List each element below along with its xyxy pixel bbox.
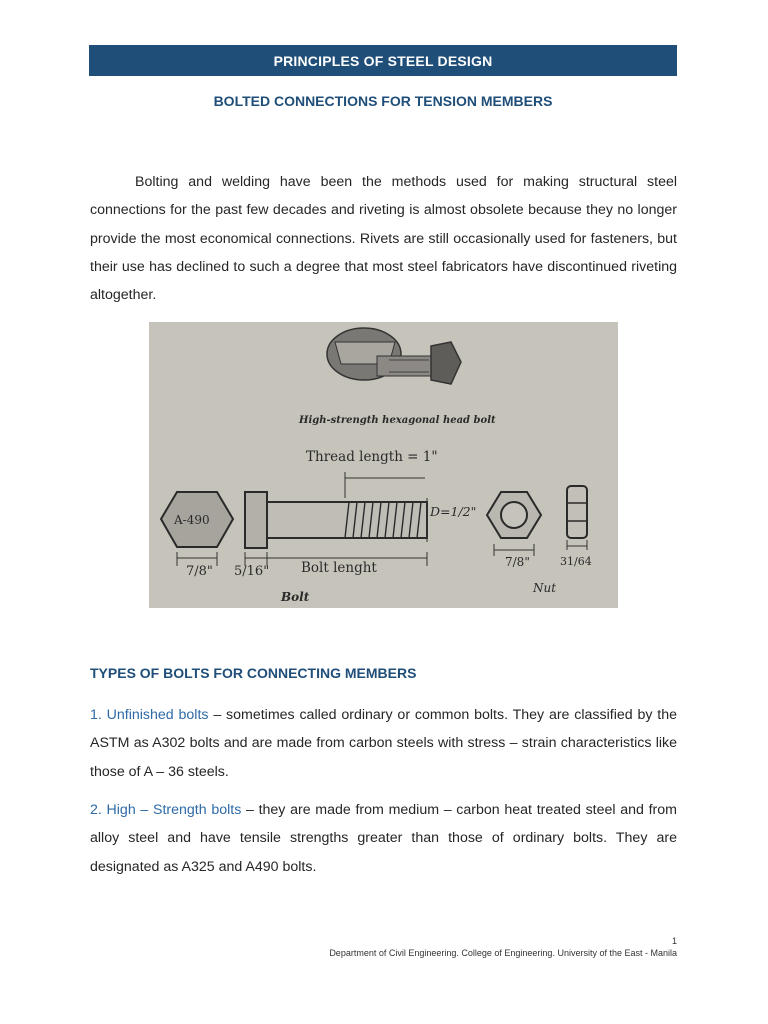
nut-side-view <box>567 486 587 538</box>
nut-thickness-label: 31/64 <box>560 555 592 568</box>
bolt-label: Bolt <box>281 590 310 604</box>
nut-label: Nut <box>533 581 557 595</box>
thread-length-label: Thread length = 1" <box>306 449 438 465</box>
intro-paragraph <box>90 168 677 309</box>
bolt-diagram-photo <box>149 322 618 608</box>
types-section-heading: TYPES OF BOLTS FOR CONNECTING MEMBERS <box>90 665 417 681</box>
bolt-length-label: Bolt lenght <box>301 560 377 576</box>
banner-title: PRINCIPLES OF STEEL DESIGN <box>273 52 493 69</box>
page-footer: Department of Civil Engineering. College of Engineering. University of the East - Manila <box>329 948 677 958</box>
head-marking-label: A-490 <box>174 513 210 527</box>
nut-width-label: 7/8" <box>505 555 530 569</box>
bolt-type-description: – sometimes called ordinary or common bolts. They are classified by the ASTM as A302 bolts and are made from carbon steels with stress – strain characteristics like those of A – 36 steels. <box>90 707 677 780</box>
head-width-label: 7/8" <box>186 564 213 579</box>
page-number: 1 <box>671 936 677 946</box>
bolt-type-item <box>90 701 677 786</box>
figure-caption: High-strength hexagonal head bolt <box>299 415 496 426</box>
bolt-type-description: – they are made from medium – carbon heat treated steel and from alloy steel and have tensile strengths greater than those of ordinary bolts. They are designated as A325 and A490 bolts. <box>90 802 677 875</box>
page-header-banner <box>89 45 677 76</box>
bolt-diagram-svg <box>149 322 618 608</box>
document-subtitle: BOLTED CONNECTIONS FOR TENSION MEMBERS <box>213 93 553 109</box>
bolt-type-item <box>90 796 677 881</box>
diameter-label: D=1/2" <box>430 504 477 519</box>
bolt-type-term: 1. Unfinished bolts <box>90 707 209 723</box>
bolt-head-hexagon <box>161 492 233 547</box>
head-height-label: 5/16" <box>234 564 270 579</box>
intro-paragraph-text: Bolting and welding have been the methods used for making structural steel connections for the past few decades and riveting is almost obsolete because they no longer provide the most economical connections. Rivets are still occasionally used for fasteners, but their use has declined to such a degree that most steel fabricators have discontinued riveting altogether. <box>90 174 677 304</box>
bolt-type-term: 2. High – Strength bolts <box>90 802 242 818</box>
